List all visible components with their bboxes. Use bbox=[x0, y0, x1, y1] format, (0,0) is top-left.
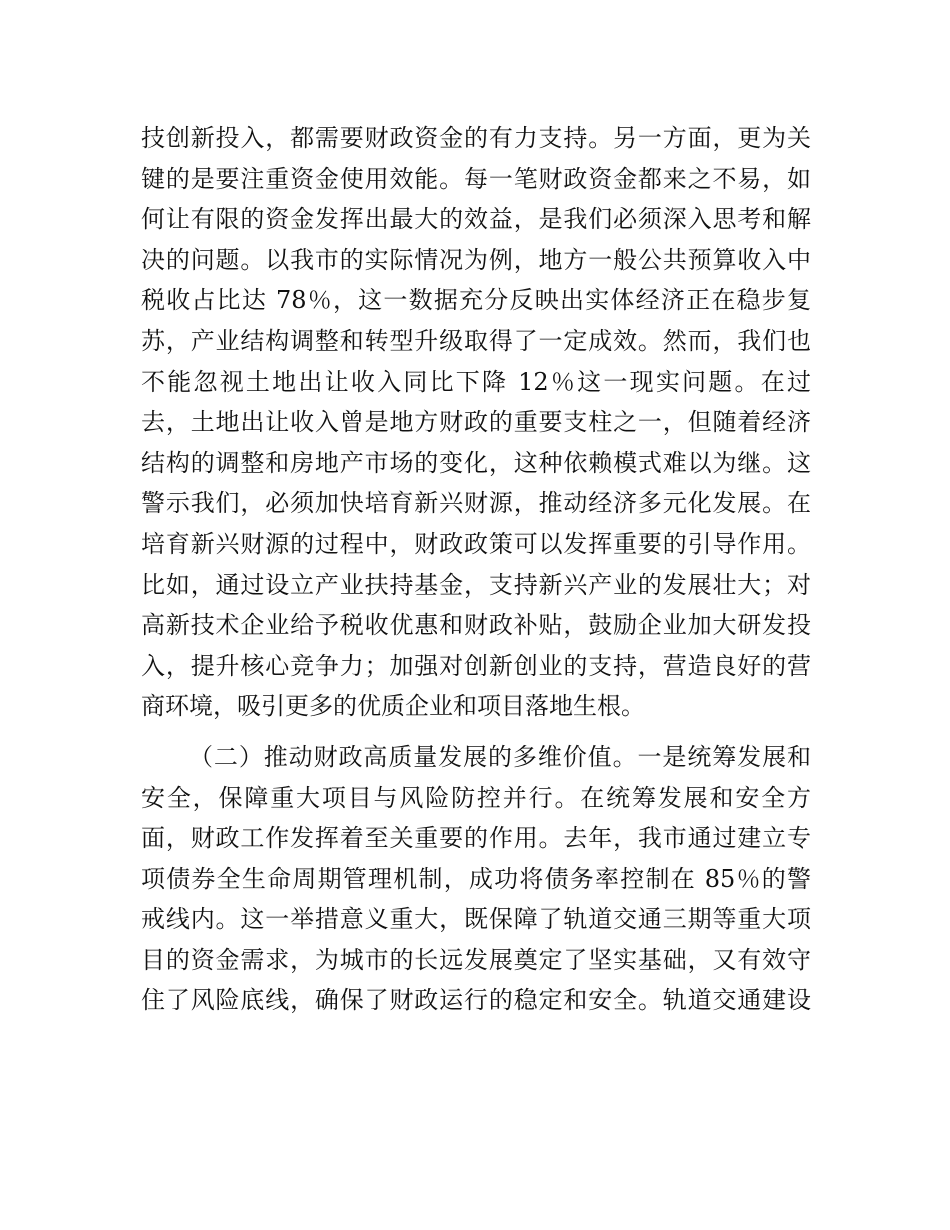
text-line: 面，财政工作发挥着至关重要的作用。去年，我市通过建立专 bbox=[141, 824, 811, 853]
document-body bbox=[141, 118, 811, 1021]
text-line: 技创新投入，都需要财政资金的有力支持。另一方面，更为关 bbox=[141, 124, 811, 152]
text-line: 何让有限的资金发挥出最大的效益，是我们必须深入思考和解 bbox=[141, 205, 811, 234]
text-line: 住了风险底线，确保了财政运行的稳定和安全。轨道交通建设 bbox=[141, 986, 811, 1015]
section-heading-line: （二）推动财政高质量发展的多维价值。一是统筹发展和 bbox=[189, 742, 811, 771]
text-line: 苏，产业结构调整和转型升级取得了一定成效。然而，我们也 bbox=[141, 326, 811, 355]
text-line: 项债券全生命周期管理机制，成功将债务率控制在 85％的警 bbox=[141, 864, 811, 893]
paragraph-1 bbox=[141, 118, 811, 727]
text-line: 戒线内。这一举措意义重大，既保障了轨道交通三期等重大项 bbox=[141, 905, 811, 934]
text-line: 高新技术企业给予税收优惠和财政补贴，鼓励企业加大研发投 bbox=[141, 611, 811, 640]
text-line: 入，提升核心竞争力；加强对创新创业的支持，营造良好的营 bbox=[141, 651, 811, 680]
text-line: 商环境，吸引更多的优质企业和项目落地生根。 bbox=[141, 692, 645, 721]
paragraph-2 bbox=[141, 737, 811, 1021]
text-line: 结构的调整和房地产市场的变化，这种依赖模式难以为继。这 bbox=[141, 448, 811, 477]
text-line: 比如，通过设立产业扶持基金，支持新兴产业的发展壮大；对 bbox=[141, 570, 811, 599]
paragraph-spacer bbox=[141, 727, 811, 737]
text-line: 警示我们，必须加快培育新兴财源，推动经济多元化发展。在 bbox=[141, 489, 811, 518]
text-line: 键的是要注重资金使用效能。每一笔财政资金都来之不易，如 bbox=[141, 164, 811, 193]
text-line: 决的问题。以我市的实际情况为例，地方一般公共预算收入中 bbox=[141, 245, 811, 274]
text-line: 去，土地出让收入曾是地方财政的重要支柱之一，但随着经济 bbox=[141, 408, 811, 437]
text-line: 不能忽视土地出让收入同比下降 12％这一现实问题。在过 bbox=[141, 367, 811, 396]
text-line: 培育新兴财源的过程中，财政政策可以发挥重要的引导作用。 bbox=[141, 529, 811, 558]
text-line: 目的资金需求，为城市的长远发展奠定了坚实基础，又有效守 bbox=[141, 945, 811, 974]
text-line: 安全，保障重大项目与风险防控并行。在统筹发展和安全方 bbox=[141, 783, 811, 812]
text-line: 税收占比达 78％，这一数据充分反映出实体经济正在稳步复 bbox=[141, 286, 811, 315]
